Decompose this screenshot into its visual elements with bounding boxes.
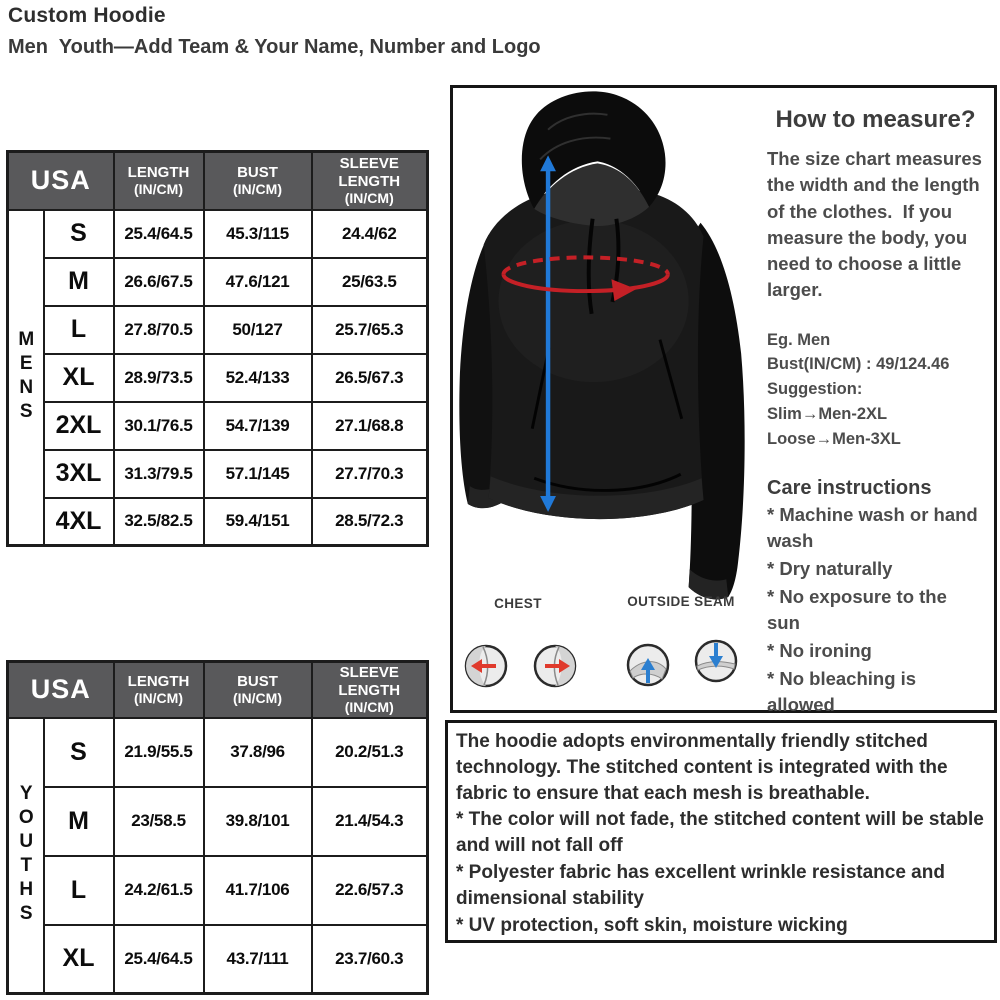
measure-body-text: The size chart measures the width and the length of the clothes. If you measure the body, you need to choose a little larger. xyxy=(767,148,988,301)
size-cell: L xyxy=(44,306,114,354)
care-item: * Dry naturally xyxy=(767,558,893,580)
header-length-unit: (IN/CM) xyxy=(134,690,183,707)
table-row xyxy=(8,210,428,258)
bust-cell: 50/127 xyxy=(204,306,312,354)
header-bust xyxy=(204,152,312,210)
table-row xyxy=(8,925,428,994)
length-cell: 26.6/67.5 xyxy=(114,258,204,306)
length-cell: 28.9/73.5 xyxy=(114,354,204,402)
table-row xyxy=(8,258,428,306)
sleeve-cell: 21.4/54.3 xyxy=(312,787,428,856)
header-length-label: LENGTH xyxy=(127,164,190,182)
bust-cell: 47.6/121 xyxy=(204,258,312,306)
bust-cell: 52.4/133 xyxy=(204,354,312,402)
header-sleeve xyxy=(312,152,428,210)
header-usa: USA xyxy=(8,662,114,718)
size-cell: 2XL xyxy=(44,402,114,450)
outside-seam-label: OUTSIDE SEAM xyxy=(627,594,735,609)
size-cell: S xyxy=(44,210,114,258)
header-usa: USA xyxy=(8,152,114,210)
hoodie-diagram-panel xyxy=(450,85,755,713)
bust-cell: 39.8/101 xyxy=(204,787,312,856)
description-line: * The color will not fade, the stitched content will be stable and will not fall off xyxy=(456,809,984,857)
youths-table-header xyxy=(8,662,428,718)
hoodie-measure-illustration xyxy=(453,88,755,710)
page-title: Custom Hoodie xyxy=(8,4,166,27)
example-line: Loose→Men-3XL xyxy=(767,429,901,448)
length-cell: 21.9/55.5 xyxy=(114,718,204,787)
hoodie-graphic xyxy=(459,91,744,599)
example-line: Slim→Men-2XL xyxy=(767,404,888,423)
sleeve-cell: 22.6/57.3 xyxy=(312,856,428,925)
header-sleeve xyxy=(312,662,428,718)
page-subtitle: Men Youth—Add Team & Your Name, Number and Logo xyxy=(8,36,541,58)
care-item: * No exposure to the sun xyxy=(767,586,947,633)
mens-table-header xyxy=(8,152,428,210)
bust-cell: 41.7/106 xyxy=(204,856,312,925)
sleeve-cell: 27.7/70.3 xyxy=(312,450,428,498)
table-row xyxy=(8,787,428,856)
header-sleeve-unit: (IN/CM) xyxy=(344,698,394,715)
measure-heading: How to measure? xyxy=(775,106,976,133)
table-row xyxy=(8,354,428,402)
header-bust-label: BUST xyxy=(237,673,278,691)
table-row xyxy=(8,306,428,354)
chest-label: CHEST xyxy=(494,596,542,611)
length-cell: 32.5/82.5 xyxy=(114,498,204,546)
example-line: Eg. Men xyxy=(767,330,831,349)
chest-arrow-right-icon xyxy=(532,643,578,689)
header-sleeve-label: SLEEVE LENGTH xyxy=(338,664,401,699)
table-row xyxy=(8,450,428,498)
mens-side-label-cell xyxy=(8,210,44,546)
size-cell: M xyxy=(44,258,114,306)
length-cell: 27.8/70.5 xyxy=(114,306,204,354)
description-line: * Polyester fabric has excellent wrinkle resistance and dimensional stability xyxy=(456,862,945,909)
sleeve-cell: 25/63.5 xyxy=(312,258,428,306)
sleeve-cell: 20.2/51.3 xyxy=(312,718,428,787)
header-length xyxy=(114,152,204,210)
mens-side-label: MENS xyxy=(15,329,37,426)
youths-size-table xyxy=(6,660,429,995)
size-cell: XL xyxy=(44,925,114,994)
header-length xyxy=(114,662,204,718)
youths-side-label: YOUTHS xyxy=(15,783,37,928)
example-line: Bust(IN/CM) : 49/124.46 xyxy=(767,355,950,374)
sleeve-cell: 27.1/68.8 xyxy=(312,402,428,450)
size-example-block xyxy=(767,328,984,452)
length-cell: 23/58.5 xyxy=(114,787,204,856)
length-cell: 31.3/79.5 xyxy=(114,450,204,498)
header-bust xyxy=(204,662,312,718)
description-line: * UV protection, soft skin, moisture wicking xyxy=(456,914,848,936)
care-item: * No bleaching is allowed xyxy=(767,667,917,715)
size-cell: 4XL xyxy=(44,498,114,546)
sleeve-cell: 28.5/72.3 xyxy=(312,498,428,546)
bust-cell: 54.7/139 xyxy=(204,402,312,450)
header-length-unit: (IN/CM) xyxy=(134,181,183,198)
sleeve-cell: 25.7/65.3 xyxy=(312,306,428,354)
mens-size-table xyxy=(6,150,429,547)
length-cell: 25.4/64.5 xyxy=(114,925,204,994)
table-row xyxy=(8,498,428,546)
care-item: * No ironing xyxy=(767,639,872,661)
table-row xyxy=(8,402,428,450)
sleeve-cell: 24.4/62 xyxy=(312,210,428,258)
length-cell: 24.2/61.5 xyxy=(114,856,204,925)
length-cell: 30.1/76.5 xyxy=(114,402,204,450)
how-to-measure-panel xyxy=(755,85,997,713)
chest-arrow-left-icon xyxy=(463,643,509,689)
size-cell: M xyxy=(44,787,114,856)
table-row xyxy=(8,718,428,787)
seam-arrow-down-icon xyxy=(693,638,739,684)
bust-cell: 37.8/96 xyxy=(204,718,312,787)
header-length-label: LENGTH xyxy=(127,673,190,691)
header-sleeve-label: SLEEVE LENGTH xyxy=(338,155,401,190)
bust-cell: 59.4/151 xyxy=(204,498,312,546)
sleeve-cell: 26.5/67.3 xyxy=(312,354,428,402)
table-row xyxy=(8,856,428,925)
youths-side-label-cell xyxy=(8,718,44,994)
example-line: Suggestion: xyxy=(767,380,863,399)
bust-cell: 43.7/111 xyxy=(204,925,312,994)
header-bust-unit: (IN/CM) xyxy=(233,690,282,707)
size-cell: L xyxy=(44,856,114,925)
length-cell: 25.4/64.5 xyxy=(114,210,204,258)
bust-cell: 45.3/115 xyxy=(204,210,312,258)
seam-arrow-up-icon xyxy=(625,642,671,688)
size-cell: S xyxy=(44,718,114,787)
header-sleeve-unit: (IN/CM) xyxy=(344,189,394,206)
care-heading: Care instructions xyxy=(767,477,932,500)
size-cell: XL xyxy=(44,354,114,402)
header-bust-label: BUST xyxy=(237,164,278,182)
description-line: The hoodie adopts environmentally friendly stitched technology. The stitched content is integrated with the fabric to ensure that each mesh is breathable. xyxy=(456,731,948,804)
care-item: * Machine wash or hand wash xyxy=(767,504,978,552)
size-cell: 3XL xyxy=(44,450,114,498)
product-description-box xyxy=(445,720,997,943)
header-bust-unit: (IN/CM) xyxy=(233,181,282,198)
sleeve-cell: 23.7/60.3 xyxy=(312,925,428,994)
bust-cell: 57.1/145 xyxy=(204,450,312,498)
